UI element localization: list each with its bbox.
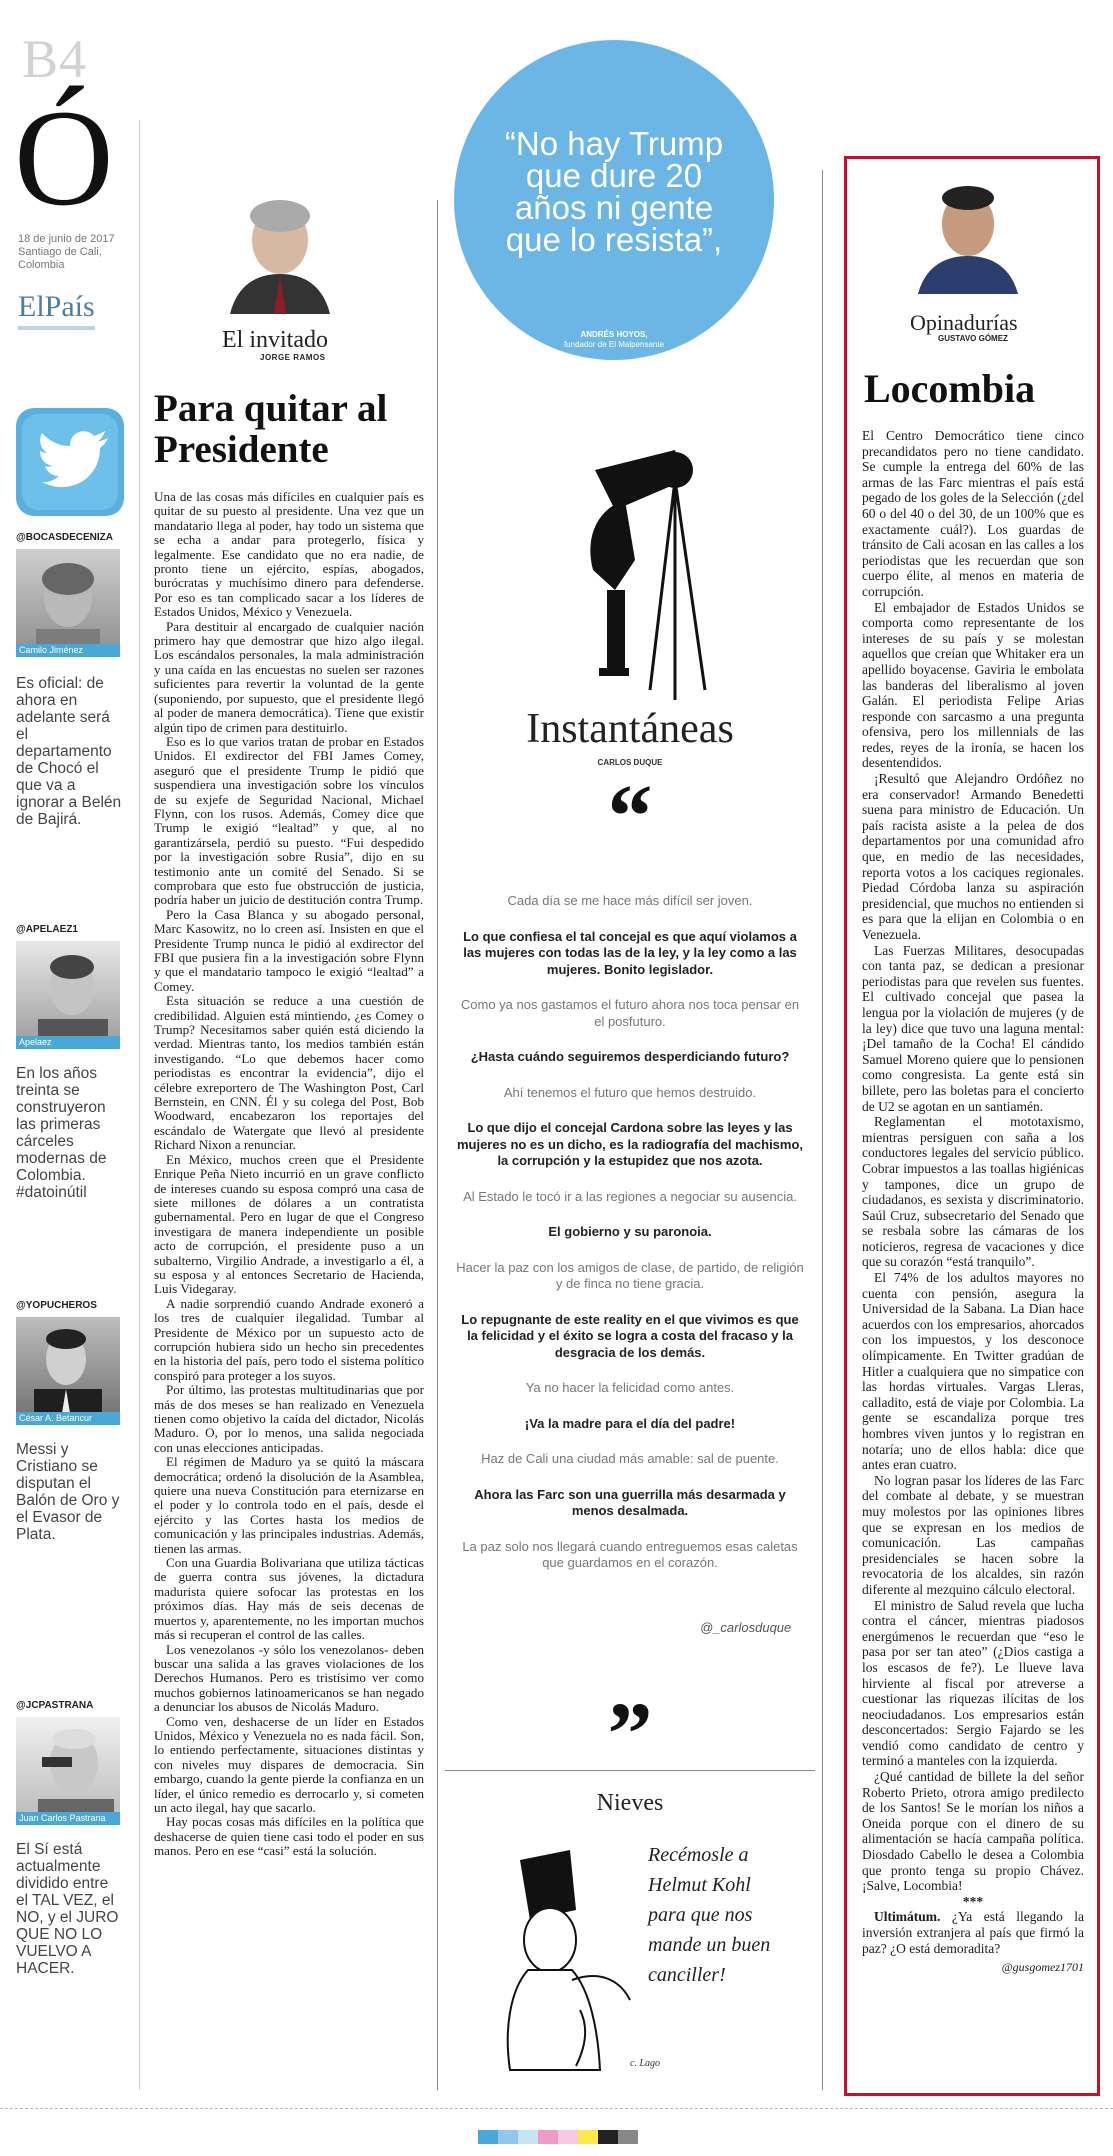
signature: @gusgomez1701	[1001, 1960, 1084, 1975]
paragraph: El embajador de Estados Unidos se comporta como representante de los intereses de su país y se molestan aquellos que creían que Whitaker era un apellido boyacense. Gaviria le embolata las banderas del liberalismo al joven Galán. El periodista Felipe Arias responde con sarcasmo a una pregunta ofensiva, pero los millennials de las redes, reyes de la ironía, se hacen los desentendidos.	[862, 599, 1084, 771]
author-name: GUSTAVO GÓMEZ	[938, 334, 1008, 343]
column-divider	[437, 200, 438, 2090]
color-swatch	[478, 2130, 498, 2144]
avatar	[16, 1317, 120, 1425]
color-swatch	[538, 2130, 558, 2144]
paragraph: Las Fuerzas Militares, desocupadas con tanta paz, se dedican a presionar periodistas para que revelen sus fuentes. El cultivado concejal que pasea la lengua por la violación de mujeres (y de la ley) dice que tuvo una laguna mental: ¡Del tamaño de la Cocha! El cándido Samuel Moreno quiere que lo pensionen como congresista. La gente está sin billete, pero las boletas para el concierto de U2 se agotan en un santiamén.	[862, 942, 1084, 1114]
color-swatch	[618, 2130, 638, 2144]
paragraph: El ministro de Salud revela que lucha contra el cáncer, mientras piadosos energúmenos le recuerdan que “eso le pasa por ser tan ateo” (¿Dios castiga a los escasos de fe?). Le llueve lava hirviente al fiscal por atreverse a cuestionar las riquezas ilícitas de los neociudadanos. Los empresarios están desconcertados: Sergio Fajardo se les vendió como candidato de centro y terminó a manteles con la izquierda.	[862, 1597, 1084, 1769]
cartoon	[480, 1830, 810, 2080]
paragraph: En México, muchos creen que el Presidente Enrique Peña Nieto incurrió en un grave conflicto de intereses cuando su esposa compró una casa de siete millones de dólares a un contratista gubernamental. Pero en lugar de que el Congreso investigara de manera independiente un posible acto de corrupción, el presidente puso a un subalterno, Virgilio Andrade, a investigarlo a él, a su esposa y al entonces Secretario de Hacienda, Luis Videgaray.	[154, 1151, 424, 1297]
quote-author: ANDRÉS HOYOS,	[580, 330, 648, 339]
tweet-4	[16, 1700, 128, 1977]
paragraph: A nadie sorprendió cuando Andrade exoneró a los tres de cualquier ilegalidad. Tumbar al Presidente de México por un supuesto acto de corrupción hubiera sido un hecho sin precedentes en la historia del país, pero todo el sistema político conspiró para proteger a los suyos.	[154, 1295, 424, 1383]
column-name: Opinadurías	[910, 310, 1018, 335]
paragraph: Para destituir al encargado de cualquier nación primero hay que demostrar que hizo algo ilegal. Los escándalos personales, la mala administración y una caída en las encuestas no suelen ser razones suficientes para revertir la voluntad de la gente (suponiendo, por supuesto, que el presidente llegó al poder de manera democrática). Tiene que existir algún tipo de crimen para destituirlo.	[154, 618, 424, 735]
tweet-handle: @JCPASTRANA	[16, 1700, 94, 1711]
paragraph: Con una Guardia Bolivariana que utiliza tácticas de guerra contra sus jóvenes, la dictadura madurista quiere sofocar las protestas en los próximos días. Hay más de seis decenas de muertos y, aparentemente, no les importan muchos más si recuperan el control de las calles.	[154, 1555, 424, 1643]
color-registration-bar	[478, 2130, 638, 2144]
avatar-caption: Apelaez	[16, 1036, 120, 1049]
paragraph: El régimen de Maduro ya se quitó la máscara democrática; ordenó la disolución de la Asamblea, quiere una nueva Constitución para eternizarse en el poder y lo controla todo en el país, desde el ejército y las Cortes hasta los medios de comunicación y las principales industrias. Además, tienen las armas.	[154, 1454, 424, 1556]
avatar-caption: Juan Carlos Pastrana	[16, 1812, 120, 1825]
paragraph: Hay pocas cosas más difíciles en la política que deshacerse de quien tiene casi todo el poder en sus manos. Pero en ese “casi” está la solución.	[154, 1814, 424, 1859]
avatar	[16, 549, 120, 657]
avatar	[16, 1717, 120, 1825]
paragraph: Esta situación se reduce a una cuestión de credibilidad. Alguien está mintiendo, ¿es Comey o Trump? Necesitamos saber quién está diciendo la verdad. Mientras tanto, los medios también están investigando. “Lo que debemos hacer como periodistas es encontrar la evidencia”, dijo el célebre exreportero de The Washington Post, Carl Bernstein, en CNN. Él y su colega del Post, Bob Woodward, encabezaron los reportajes del escándalo de Watergate que llevó al presidente Richard Nixon a renunciar.	[154, 993, 424, 1153]
snapshot-item: La paz solo nos llegará cuando entreguemos esas caletas que guardamos en el corazón.	[462, 1538, 798, 1570]
snapshot-item: ¿Hasta cuándo seguiremos desperdiciando futuro?	[470, 1049, 790, 1064]
snapshot-item: Al Estado le tocó ir a las regiones a negociar su ausencia.	[463, 1188, 797, 1204]
paragraph: ¡Resultó que Alejandro Ordóñez no era conservador! Armando Benedetti suena para ministro de Educación. Un país racista asiste a la pelea de dos departamentos por una comunidad afro que, en medio de las necesidades, reporta votos a los caciques regionales. Piedad Córdoba lanza su aspiración presidencial, que muchos no entienden si es para que la elijan en Colombia o en Venezuela.	[862, 771, 1084, 942]
snapshot-item: Lo repugnante de este reality en el que vivimos es que la felicidad y el éxito se logra a costa del fracaso y la desgracia de los demás.	[461, 1311, 799, 1360]
author-name: CARLOS DUQUE	[597, 758, 663, 767]
paragraph: El Centro Democrático tiene cinco precandidatos pero no tiene candidato. Se cumple la entrega del 60% de las armas de las Farc mientras el país está pegado de los goles de la Selección (¿del 60 o del 40 o del 30, de un 100% que es exactamente cuál?). Los guardas de tránsito de Cali acosan en las calles a los periodistas que les recuerdan que son cuerpo élite, al menos en materia de corrupción.	[862, 428, 1084, 599]
snapshot-list	[455, 893, 805, 1591]
column-divider	[139, 120, 140, 2090]
section-divider	[445, 1770, 815, 1771]
paragraph: ¿Qué cantidad de billete la del señor Roberto Prieto, otrora amigo predilecto de los Santos! Se le morían los niños a Oneida porque con el dinero de su alimentación se hacía campaña política. Diosdado Cabello le desea a Colombia que pronto tenga su propio Chávez. ¡Salve, Locombia!	[862, 1769, 1084, 1894]
page-number: B4	[22, 29, 88, 89]
paragraph: Pero la Casa Blanca y su abogado personal, Marc Kasowitz, no lo creen así. Insisten en que el Presidente Trump nunca le pidió al exdirector del FBI que pusiera fin a la investigación sobre Flynn y que el mandatario tampoco le exigió “lealtad” a Comey.	[154, 906, 424, 994]
color-swatch	[498, 2130, 518, 2144]
close-quote-mark: ”	[607, 1685, 653, 1784]
tweet-handle: @BOCASDECENIZA	[16, 532, 113, 543]
snapshot-item: Lo que dijo el concejal Cardona sobre las leyes y las mujeres no es un dicho, es la radiografía del machismo, la corrupción y la estupidez que nos azota.	[456, 1120, 804, 1168]
tweet-text: El Sí está actualmente dividido entre el TAL VEZ, el NO, y el JURO QUE NO LO VUELVO A HACER.	[16, 1841, 119, 1977]
newspaper-logo: ElPaís	[18, 290, 95, 330]
signature: @_carlosduque	[700, 1620, 792, 1635]
snapshot-item: Ya no hacer la felicidad como antes.	[525, 1380, 735, 1395]
headline: Locombia	[864, 366, 1036, 411]
tweet-text: En los años treinta se construyeron las primeras cárceles modernas de Colombia. #datoinútil	[16, 1065, 107, 1201]
headline	[154, 388, 424, 470]
paragraph: Como ven, deshacerse de un líder en Estados Unidos, México y Venezuela no es nada fácil. Son, lo entiendo perfectamente, situaciones distintas y con niveles muy dispares de democracia. Sin embargo, cuando la gente pierde la confianza en un líder, el único remedio es derrocarlo y, si cometen un acto ilegal, hay que sacarlo.	[154, 1713, 424, 1815]
cartoon-text: Recémosle a Helmut Kohl para que nos mande un buen canciller!	[648, 1844, 771, 1986]
tweet-3	[16, 1300, 128, 1543]
avatar-caption: Camilo Jiménez	[16, 644, 120, 657]
snapshot-item: Ahora las Farc son una guerrilla más desarmada y menos desalmada.	[474, 1486, 786, 1518]
tweet-text: Es oficial: de ahora en adelante será el departamento de Chocó el que va a ignorar a Belén de Bajirá.	[16, 675, 122, 828]
section-title: Instantáneas	[526, 706, 734, 752]
twitter-logo-icon	[16, 408, 124, 516]
cartoon-signature: c. Lago	[630, 2058, 660, 2069]
tweet-handle: @YOPUCHEROS	[16, 1300, 97, 1311]
stars-separator: ***	[962, 1893, 984, 1909]
ultimatum	[862, 1909, 1084, 1956]
avatar-caption: César A. Betancur	[16, 1412, 120, 1425]
color-swatch	[598, 2130, 618, 2144]
paragraph: Eso es lo que varios tratan de probar en Estados Unidos. El exdirector del FBI James Comey, aseguró que el presidente Trump le pidió que suspendiera una investigación sobre los vínculos de su exjefe de Seguridad Nacional, Michael Flynn, con los rusos. Además, Comey dice que Trump le exigió “lealtad” y que, al no garantizársela, perdió su puesto. “Fui despedido por la investigación sobre Rusia”, dijo en su testimonio ante un comité del Senado. Si se comprobara que esto fue obstrucción de justicia, podría haber un juicio de destitución contra Trump.	[154, 733, 424, 908]
ultimatum-text: ¿Ya está llegando la inversión extranjera al país que firmó la paz? ¿O está demoradita?	[862, 1909, 1085, 1956]
bottom-rule	[0, 2108, 1113, 2109]
tweet-text: Messi y Cristiano se disputan el Balón de Oro y el Evasor de Plata.	[16, 1441, 120, 1543]
quote-text: “No hay Trump que dure 20 años ni gente que lo resista”,	[504, 125, 724, 258]
quote-circle	[454, 40, 774, 360]
paragraph: El 74% de los adultos mayores no cuenta con pensión, asegura la Universidad de la Sabana. La Dian hace acuerdos con los empresarios, ahorcados con los impuestos, y los desconoce olímpicamente. En Twitter gradúan de Hitler a cualquiera que no simpatice con las hordas virtuales. Vargas Lleras, calladito, está de viaje por Colombia. La gente se escandaliza porque tres hombres viven juntos y lo registran en notaría; uno de ellos habla: dice que antes eran cuatro.	[862, 1270, 1084, 1473]
color-swatch	[578, 2130, 598, 2144]
headline-line: Para quitar al	[154, 387, 388, 430]
column-divider	[822, 170, 823, 2090]
paragraph: Reglamentan el mototaxismo, mientras persiguen con saña a los conductores legales del servicio público. Cobrar impuestos a las toallas higiénicas y tampones, dice un grupo de ciudadanos, es sexista y discriminatorio. Saúl Cruz, subsecretario del Senado que se resbala sobre las cámaras de los noticieros, regresa de vacaciones y dice que su corazón “está tranquilo”.	[862, 1114, 1084, 1270]
snapshot-item: Como ya nos gastamos el futuro ahora nos toca pensar en el posfuturo.	[460, 997, 800, 1029]
paragraph: Una de las cosas más difíciles en cualquier país es quitar de su puesto al presidente. Una vez que un mandatario llega al poder, hay todo un sistema que se echa a andar para protegerlo, física y legalmente. Ese candidato que no era nadie, de pronto tiene un ejército, espías, abogados, burócratas y muchísimo dinero para defenderse. Por eso es tan complicado sacar a los líderes de Estados Unidos, México y Venezuela.	[154, 489, 424, 620]
tweet-2	[16, 924, 128, 1201]
paragraph: No logran pasar los líderes de las Farc del combate al debate, y se muestran muy molestos por las opiniones libres que se expresan en los medios de comunicación. Las campañas presidenciales se hacen sobre la revocatoria de los alcaldes, sin razón diferente al mezquino cálculo electoral.	[862, 1472, 1084, 1597]
author-photo	[912, 172, 1024, 294]
camera-illustration	[555, 440, 735, 710]
section-title: Nieves	[596, 1790, 664, 1816]
author-name: JORGE RAMOS	[260, 353, 326, 362]
paragraph: Por último, las protestas multitudinarias que por más de dos meses se han realizado en Venezuela tienen como objetivo la caída del dictador, Nicolás Maduro. O, por lo menos, una salida negociada con unas elecciones anticipadas.	[154, 1382, 424, 1455]
section-letter: Ó	[14, 81, 114, 234]
tweet-1	[16, 532, 128, 828]
paragraph: Los venezolanos -y sólo los venezolanos- deben buscar una salida a las graves violaciones de los Derechos Humanos. Pero es tristísimo ver como muchos gobiernos latinoamericanos se han negado a denunciar los abusos de Nicolás Maduro.	[154, 1641, 424, 1715]
article-body	[862, 428, 1084, 1976]
color-swatch	[558, 2130, 578, 2144]
quote-author-role: fundador de El Malpensante	[563, 340, 665, 349]
author-photo	[220, 186, 340, 314]
snapshot-item: ¡Va la madre para el día del padre!	[524, 1415, 736, 1431]
snapshot-item: Haz de Cali una ciudad más amable: sal de puente.	[481, 1451, 779, 1466]
ultimatum-label: Ultimátum.	[874, 1909, 941, 1925]
snapshot-item: Cada día se me hace más difícil ser joven.	[507, 893, 753, 908]
article-body	[154, 490, 424, 1859]
date-line: 18 de junio de 2017 Santiago de Cali, Colombia	[18, 233, 115, 271]
column-name: El invitado	[222, 327, 328, 353]
avatar	[16, 941, 120, 1049]
snapshot-item: Hacer la paz con los amigos de clase, de partido, de religión y de finca no tiene gracia.	[456, 1259, 804, 1291]
snapshot-item: Ahí tenemos el futuro que hemos destruido.	[503, 1084, 757, 1100]
color-swatch	[518, 2130, 538, 2144]
tweet-handle: @APELAEZ1	[16, 924, 78, 935]
snapshot-item: El gobierno y su paronoia.	[548, 1224, 712, 1239]
open-quote-mark: “	[607, 767, 653, 866]
snapshot-item: Lo que confiesa el tal concejal es que aquí violamos a las mujeres con todas las de la ley, y la ley como a las mujeres. Bonito legislador.	[463, 928, 797, 977]
headline-line: Presidente	[154, 428, 329, 471]
